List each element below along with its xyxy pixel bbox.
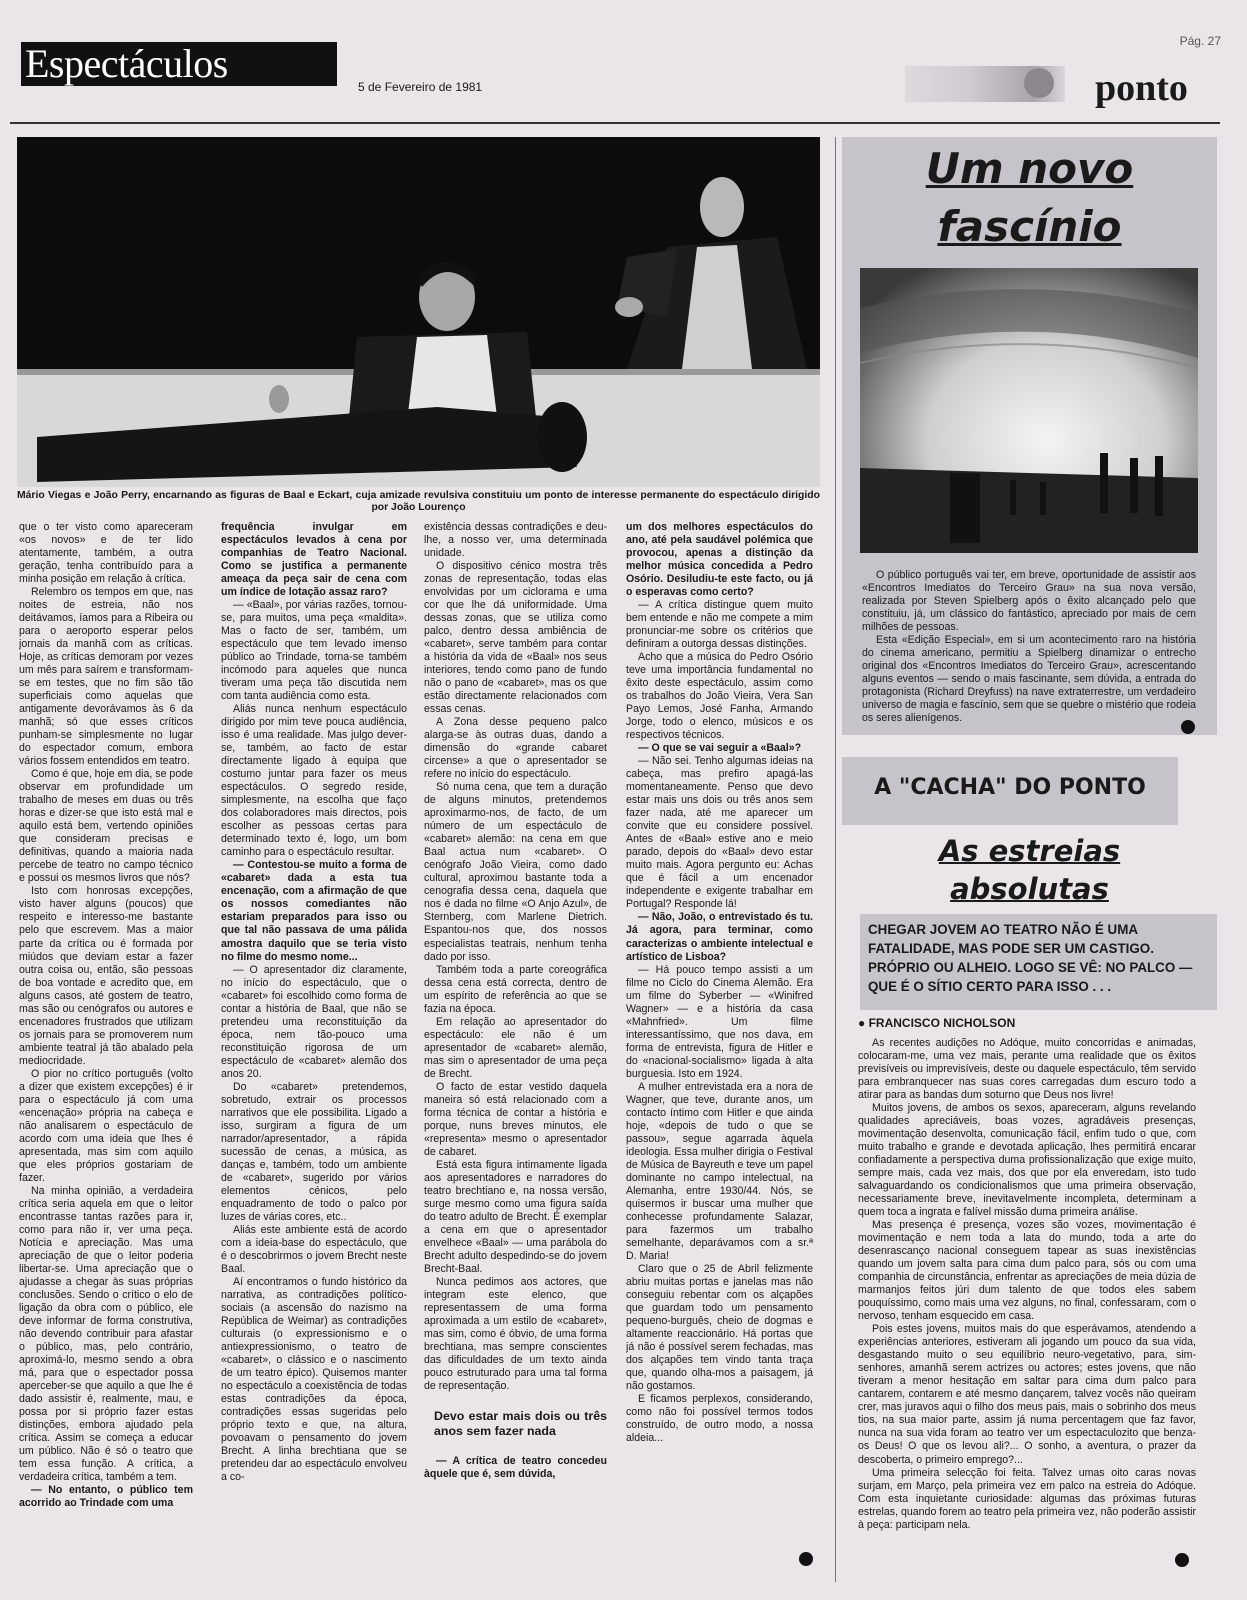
issue-date: 5 de Fevereiro de 1981 (358, 80, 483, 94)
main-photo (17, 137, 820, 487)
article-column-2 (221, 521, 407, 1566)
paragraph: — «Baal», por várias razões, tornou-se, para muitos, uma peça «maldita». Mas o facto de ser, também, um espectáculo que tem levado imenso público ao Trindade, torna-se também incómodo para aqueles que nunca tiveram uma peça tão discutida nem com tanta audiência como esta. (221, 599, 407, 703)
article-column-3 (424, 521, 607, 1566)
paragraph: Também toda a parte coreográfica dessa cena está correcta, dentro de um espírito de referência ao que se fazia na época. (424, 963, 607, 1015)
author-name: FRANCISCO NICHOLSON (868, 1016, 1016, 1030)
paragraph: As recentes audições no Adóque, muito concorridas e animadas, colocaram-me, uma vez mais, perante uma realidade que os êxitos previsíveis ou imprevisíveis, deste ou daquele espectáculo, têm servido para embranquecer nas suas cores carregadas dum escuro todo a atirar para as bandas dum soturno que Deus nos livre! (858, 1037, 1196, 1102)
paragraph: Como é que, hoje em dia, se pode observar em profundidade um trabalho de meses em duas ou três horas e dizer-se que isto está mal e aquilo está bem, vertendo opiniões que consideram precisas e definitivas, quando a maioria nada percebe de teatro no campo técnico e possui os mesmos livros que nós? (19, 768, 193, 885)
end-of-article-icon (799, 1552, 813, 1566)
paragraph: Aliás nunca nenhum espectáculo dirigido por mim teve pouca audiência, isso é uma realidade. Mas julgo dever-se, também, ao facto de estar directamente ligado à equipa que costumo juntar para fazer os meus espectáculos. O segredo reside, simplesmente, na escolha que faço dos colaboradores mais directos, pois escolher as pessoas certas para determinado texto é, logo, um bom caminho para o espectáculo resultar. (221, 703, 407, 859)
page-number: Pág. 27 (1179, 34, 1221, 48)
paragraph: — O apresentador diz claramente, no início do espectáculo, que o «cabaret» foi escolhido como forma de contar a história de Baal, que não se pretendeu uma reconstituição da época, nem tão-pouco uma reconstituição rigorosa de um espectáculo de «cabaret» alemão dos anos 20. (221, 963, 407, 1080)
author-byline: ● FRANCISCO NICHOLSON (858, 1016, 1016, 1030)
film-photo (860, 268, 1198, 553)
paragraph: Do «cabaret» pretendemos, sobretudo, extrair os processos narrativos que ele possibilita. Ligado a isso, surgiram a figura de um narrador/apresentador, a rápida sucessão de cenas, a música, as danças e, também, todo um ambiente de «cabaret», sugerido por vários elementos cénicos, pelo enquadramento de todo o palco por luzes de várias cores, etc.. (221, 1080, 407, 1223)
paragraph: Muitos jovens, de ambos os sexos, apareceram, alguns revelando qualidades apreciáveis, boas vozes, agradáveis presenças, movimentação desenvolta, comunicação fácil, enfim tudo o que, com muito trabalho e grande e devotada aplicação, lhes permitirá encarar confiadamente a perspectiva duma profissionalização que exige muito, sempre mais, cada vez mais, dos que por ela enveredam, isto tudo salvaguardando os condicionalismos que uma primeira observação, necessariamente breve, inevitavelmente incompleta, determinam a quem toca a ingrata e falível missão duma primeira análise. (858, 1102, 1196, 1219)
title-line: absolutas (950, 872, 1109, 906)
paragraph: Em relação ao apresentador do espectáculo: ele não é um apresentador de «cabaret» alemão, mas sim o apresentador de uma peça de Brecht. (424, 1015, 607, 1080)
paragraph: O público português vai ter, em breve, oportunidade de assistir aos «Encontros Imediatos do Terceiro Grau» na sua nova versão, realizada por Steven Spielberg após o êxito alcançado pelo que constituiu, já, um clássico do fantástico, apreciado por mais de cem milhões de pessoas. (862, 569, 1196, 633)
interview-question: — Não, João, o entrevistado és tu. Já agora, para terminar, como caracterizas o ambiente intelectual e artístico de Lisboa? (626, 911, 813, 963)
title-line: fascínio (937, 202, 1122, 251)
title-line: As estreias (938, 834, 1121, 868)
paragraph: O dispositivo cénico mostra três zonas de representação, todas elas envolvidas por um ciclorama e uma cor que lhe dá uniformidade. Uma dessas zonas, que se utiliza como palco, dentro dessa ambiência de «cabaret», serve também para contar a história da vida de «Baal» nos seus interiores, tendo como pano de fundo não o pano de «cabaret», mas os que estão directamente relacionados com essas cenas. (424, 560, 607, 716)
end-of-article-icon (1175, 1553, 1189, 1567)
paragraph: Isto com honrosas excepções, visto haver alguns (poucos) que respeito e interesso-me bastante pelo que escrevem. Mas a maior parte da crítica ou é formada por miúdos que deviam estar a fazer outra coisa ou, então, são pessoas de boa vontade e acredito que, em alguns casos, até gostem de teatro, mas são ou cenógrafos ou autores e encenadores frustrados que utilizam os jornais para se promoverem num ambiente teatral já tão abalado pela mediocridade. (19, 885, 193, 1067)
interview-question: frequência invulgar em espectáculos levados à cena por companhias de Teatro Nacional. Como se justifica a permanente ameaça da peça sair de cena com um índice de lotação assaz raro? (221, 521, 407, 599)
paragraph: Aliás este ambiente está de acordo com a ideia-base do espectáculo, que é o descobrirmos o jovem Brecht neste Baal. (221, 1223, 407, 1275)
paragraph: Claro que o 25 de Abril felizmente abriu muitas portas e janelas mas não conseguiu rebentar com os alçapões que guardam todo um pensamento pequeno-burguês, cheio de dogmas e altamente reaccionário. Há portas que já não é possível serem fechadas, mas dos alçapões tem vindo tanta traça que, quando olha-mos a paisagem, já não gostamos. (626, 1262, 813, 1393)
photo-caption: Mário Viegas e João Perry, encarnando as figuras de Baal e Eckart, cuja amizade revulsiva constituiu um ponto de interesse permanente do espectáculo dirigido por João Lourenço (17, 490, 820, 513)
paragraph: Aí encontramos o fundo histórico da narrativa, as contradições político-sociais (a ascensão do nazismo na República de Weimar) as contradições culturais (o expressionismo e o antiexpressionismo, o teatro de «cabaret», o clássico e o nascimento de um teatro épico). Quisemos manter no espectáculo a coexistência de todas estas contradições da época, contradições essas sugeridas pelo próprio texto e que, na altura, povoavam o pensamento do jovem Brecht. A linha brechtiana que se pretendeu dar ao espectáculo envolveu a co- (221, 1275, 407, 1484)
paragraph: Esta «Edição Especial», em si um acontecimento raro na história do cinema americano, permitiu a Spielberg dinamizar o entrecho original dos «Encontros Imediatos do Terceiro Grau», acrescentando alguns eventos — sendo o mais fascinante, sem dúvida, a entrada do protagonista (Richard Dreyfuss) na nave extraterrestre, um verdadeiro universo de magia e fascínio, sem que se quebre o mistério que rodeia os seres alienígenos. (862, 634, 1196, 724)
section-title: Espectáculos (21, 42, 337, 86)
paragraph: A Zona desse pequeno palco alarga-se às outras duas, dando a dimensão do «grande cabaret circense» a que o apresentador se refere no início do espectáculo. (424, 716, 607, 781)
masthead-brand: ponto (1095, 67, 1188, 109)
theatre-article-text (858, 1037, 1196, 1532)
paragraph: Só numa cena, que tem a duração de alguns minutos, pretendemos aproximarmo-nos, de facto, de um número de um espectáculo de «cabaret» alemão: na cena em que Baal actua num «cabaret». O cenógrafo João Vieira, como dado cultural, aproximou bastante toda a cenografia dessa cena, daquela que nos é dada no filme «O Anjo Azul», de Sternberg, com Marlene Dietrich. Espantou-nos que, dos nossos especialistas teatrais, nenhum tenha dado por isso. (424, 781, 607, 963)
paragraph: Relembro os tempos em que, nas noites de estreia, não nos deitávamos, íamos para a Ribeira ou para o aeroporto esperar pelos jornais da manhã com as críticas. Hoje, as críticas demoram por vezes um mês para saírem e transformam-se em testes, que no fim são tão superficiais como aquelas que antigamente devorávamos às 6 da manhã; só que esses críticos punham-se simplesmente no lugar do espectador comum, embora vários fossem entendidos em teatro. (19, 586, 193, 768)
paragraph: O pior no crítico português (volto a dizer que existem excepções) é ir para o espectáculo já com uma «encenação» própria na cabeça e não analisarem o espectáculo de acordo com uma ideia que lhes é apresentada, mas sim com aquilo que eles próprios gostariam de fazer. (19, 1067, 193, 1184)
paragraph: Mas presença é presença, vozes são vozes, movimentação é movimentação e nem toda a lata do mundo, toda a arte do desenrascanço nacional conseguem tapear as suas inexistências quando um jovem salta para cima dum palco para, sós ou com uma companhia de circunstância, enfrentar as apreciações de meia dúzia de marmanjos feitos júri dum talento de que todos eles sabem pouquíssimo, como mais uma vez alguns, no final, confessaram, com o nervoso, tenham esquecido em casa. (858, 1219, 1196, 1323)
paragraph: Pois estes jovens, muitos mais do que esperávamos, atendendo a experiências anteriores, estiveram ali jogando um pouco da sua vida, desgastando muito o seu equilíbrio neuro-vegetativo, para, sim-senhores, amanhã serem actrizes ou actores; estes jovens, que não tiveram a menor hesitação em saltar para cima dum palco para cantarem, contarem e até mesmo dançarem, talvez vocês não queiram crer, mas juravos aqui o filho dos meus pais, mais o sobrinho dos meus tios, na sua maior parte, assim já numa percentagem que faz favor, nunca na sua vida foram ao teatro ver um espectaculozito que benza-os Deus! O que os levou ali?... O sonho, a aventura, o prazer da descoberta, o primeiro emprego?... (858, 1323, 1196, 1466)
masthead-logo-circle (1024, 68, 1054, 98)
paragraph: Uma primeira selecção foi feita. Talvez umas oito caras novas surjam, em Março, pela primeira vez em palco na estreia do Adóque. Com esta inquietante curiosidade: algumas das próximas futuras estrelas, quando forem ao teatro pela primeira vez, não poderão assistir à peça: participam nela. (858, 1466, 1197, 1531)
article-column-4 (626, 521, 813, 1566)
kicker: A "CACHA" DO PONTO (874, 775, 1146, 800)
paragraph: Nunca pedimos aos actores, que integram este elenco, que representassem de uma forma aproximada a um estilo de «cabaret», mas sim, como é óbvio, de uma forma brechtiana, mas sempre conscientes das dificuldades de um texto ainda pouco estruturado para uma tal forma de representação. (424, 1275, 607, 1393)
interview-question: — O que se vai seguir a «Baal»? (638, 742, 802, 755)
interview-question: um dos melhores espectáculos do ano, até pela saudável polémica que provocou, apenas a distinção da melhor música concedida a Pedro Osório. Desiludiu-te este facto, ou já o esperavas como certo? (626, 521, 813, 599)
interview-question: — No entanto, o público tem acorrido ao Trindade com uma (19, 1484, 193, 1510)
paragraph: Acho que a música do Pedro Osório teve uma importância fundamental no êxito deste espectáculo, assim como os trabalhos do João Vieira, Vera San Payo Lemos, José Fanha, Armando Jorge, todo o elenco, músicos e os respectivos técnicos. (626, 651, 813, 742)
paragraph: Está esta figura intimamente ligada aos apresentadores e narradores do teatro brechtiano e, na nossa versão, surge mesmo como uma figura saída do teatro adulto de Brecht. É exemplar a cena em que o apresentador envelhece «Baal» — uma parábola do Brecht adulto despedindo-se do jovem Brecht-Baal. (424, 1158, 607, 1275)
film-article-title (842, 140, 1217, 256)
title-line: Um novo (925, 144, 1134, 193)
paragraph: — A crítica distingue quem muito bem entende e não me compete a mim pronunciar-me sobre os critérios que definiram a outorga dessas distinções. (626, 599, 813, 651)
paragraph: — Há pouco tempo assisti a um filme no Ciclo do Cinema Alemão. Era um filme do Syberber — «Winifred Wagner» — e a história da casa «Mahnfried». Um filme interessantíssimo, que nos dava, em forma de entrevista, figura de Hitler e do «nacional-socialismo» ligada à alta burguesia. Isto em 1924. (626, 963, 813, 1080)
paragraph: Na minha opinião, a verdadeira crítica seria aquela em que o leitor encontrasse tantas razões para ir, como para não ir, ver uma peça. Notícia e apreciação. Mas uma apreciação de que o leitor poderia libertar-se. Uma apreciação que o ajudasse a chegar às suas próprias conclusões. Sendo o crítico o elo de ligação da obra com o público, ele deve informar de forma construtiva, não devendo contribuir para afastar o público, mas, pelo contrário, aproximá-lo, mesmo sendo a obra má, para que o espectador possa aperceber-se que aquilo a que lhe é dado assistir é, realmente, mau, e possa por si próprio fazer estas distinções, embora ajudado pela crítica. Assim se começa a educar um público. Não é só o teatro que tem essa função. A crítica, a verdadeira crítica, também a tem. (19, 1184, 193, 1484)
header-rule (10, 122, 1220, 124)
paragraph: A mulher entrevistada era a nora de Wagner, que teve, durante anos, um contacto íntimo com Hitler e que ainda hoje, «depois de tudo o que se passou», segue agarrada àquela ideologia. Essa mulher dirigia o Festival de Música de Bayreuth e teve um papel dominante no campo intelectual, na Alemanha, entre 1930/44. Nós, se quisermos ir buscar uma mulher que conhecesse profundamente Salazar, para fazermos um trabalho semelhante, deparávamos com a sr.ª D. Maria! (626, 1080, 813, 1262)
paragraph: O facto de estar vestido daquela maneira só está relacionado com a forma técnica de contar a história e porque, nuns breves minutos, ele «representa» mesmo o apresentador de cabaret. (424, 1080, 607, 1158)
theatre-article-title (842, 832, 1217, 908)
article-column-1 (19, 521, 193, 1566)
interview-question: — Contestou-se muito a forma de «cabaret» dada a esta tua encenação, com a afirmação de que os nossos comediantes não estariam preparados para isso ou que tal não passava de uma pálida amostra daquilo que se teria visto no filme do mesmo nome... (221, 859, 407, 963)
subheading: Devo estar mais dois ou três anos sem fazer nada (434, 1409, 607, 1439)
paragraph: que o ter visto como apareceram «os novos» e de ter lido atentamente, também, a outra geração, tenha contribuído para a minha posição em relação à crítica. (19, 521, 193, 586)
film-article-text (862, 569, 1196, 725)
paragraph: E ficamos perplexos, considerando, como não foi possível termos todos construído, de outro modo, a nossa aldeia... (626, 1393, 813, 1445)
paragraph: existência dessas contradições e deu-lhe, a nosso ver, uma determinada unidade. (424, 521, 607, 560)
lead-box: CHEGAR JOVEM AO TEATRO NÃO É UMA FATALIDADE, MAS PODE SER UM CASTIGO. PRÓPRIO OU ALHEIO. LOGO SE VÊ: NO PALCO — QUE É O SÍTIO CERTO PARA ISSO . . . (860, 914, 1217, 1010)
interview-question: — A crítica de teatro concedeu àquele que é, sem dúvida, (424, 1455, 607, 1481)
end-of-article-icon (1181, 720, 1195, 734)
column-divider (835, 137, 836, 1582)
paragraph: — Não sei. Tenho algumas ideias na cabeça, mas prefiro apagá-las momentaneamente. Penso que devo estar mais uns dois ou três anos sem fazer nada, até me aparecer um convite que eu considere possível. Antes de «Baal» estive ano e meio parado, depois do «Baal» devo estar muito mais. Agora pergunto eu: Achas que é fácil a um encenador independente e exigente trabalhar em Portugal? Responde lá! (626, 755, 813, 911)
